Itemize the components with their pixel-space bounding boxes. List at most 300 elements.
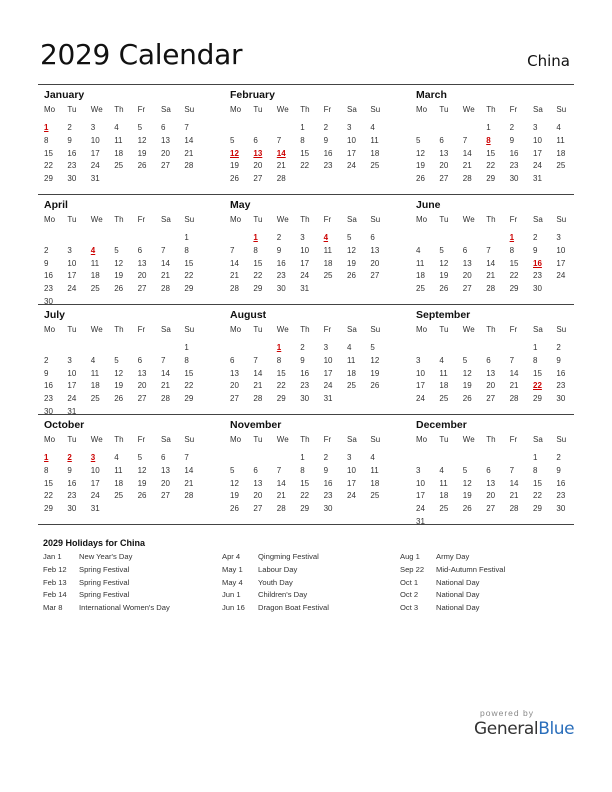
day-cell: 2 — [44, 245, 49, 255]
weekday-header — [230, 325, 394, 337]
day-cell: 18 — [323, 258, 333, 268]
day-cell: 16 — [556, 478, 566, 488]
month-name: June — [416, 199, 441, 211]
weekday-label: Mo — [44, 215, 56, 224]
weekday-label: Mo — [44, 325, 56, 334]
day-cell: 6 — [253, 465, 258, 475]
day-cell: 1 — [184, 343, 189, 352]
holiday-name: Spring Festival — [79, 577, 130, 587]
quarter-row — [38, 84, 574, 194]
day-cell: 3 — [347, 123, 352, 132]
day-cell: 22 — [300, 491, 310, 501]
day-cell: 31 — [323, 394, 333, 404]
day-grid — [416, 452, 580, 524]
day-cell: 6 — [161, 453, 166, 462]
day-cell: 28 — [184, 161, 194, 171]
day-cell: 17 — [533, 148, 542, 158]
weekday-label: Mo — [230, 325, 242, 334]
day-cell: 6 — [486, 465, 491, 475]
day-cell: 9 — [323, 135, 329, 145]
weekday-label: Tu — [253, 325, 263, 334]
day-cell: 1 — [300, 123, 305, 132]
day-cell: 6 — [137, 245, 143, 255]
day-cell: 31 — [90, 174, 100, 184]
day-cell: 23 — [44, 284, 53, 294]
day-cell: 26 — [137, 491, 147, 501]
day-cell: 26 — [137, 161, 147, 171]
day-cell: 31 — [416, 517, 425, 526]
day-cell: 16 — [300, 368, 310, 378]
day-cell: 23 — [44, 394, 53, 404]
day-cell: 11 — [439, 368, 448, 378]
weekday-label: Tu — [253, 105, 263, 114]
day-cell: 14 — [462, 148, 472, 158]
day-cell: 20 — [253, 161, 263, 171]
day-cell: 16 — [509, 148, 519, 158]
day-cell: 2 — [533, 233, 538, 242]
day-cell: 9 — [533, 245, 538, 255]
day-cell: 6 — [161, 123, 166, 132]
day-cell: 9 — [300, 355, 305, 365]
holiday-name: Qingming Festival — [258, 552, 319, 561]
day-cell: 24 — [347, 491, 356, 501]
day-cell: 6 — [486, 355, 491, 365]
day-cell: 10 — [416, 478, 425, 488]
weekday-label: Th — [486, 325, 496, 334]
day-cell: 3 — [416, 355, 421, 365]
day-cell: 26 — [439, 284, 449, 294]
day-cell: 19 — [230, 161, 239, 171]
month-block — [416, 195, 588, 304]
day-cell: 29 — [509, 284, 519, 294]
day-cell: 17 — [90, 478, 100, 488]
day-cell: 26 — [370, 381, 380, 391]
day-cell: 20 — [137, 271, 147, 281]
day-cell: 8 — [184, 355, 189, 365]
weekday-label: Su — [370, 105, 381, 114]
day-cell: 2 — [276, 233, 282, 242]
day-cell: 4 — [347, 343, 352, 352]
day-cell: 15 — [300, 478, 310, 488]
holiday-date: Feb 13 — [43, 577, 67, 587]
day-cell: 22 — [184, 271, 194, 281]
month-name: September — [416, 309, 471, 321]
day-cell: 14 — [486, 258, 496, 268]
day-cell: 19 — [439, 271, 449, 281]
day-cell: 30 — [509, 174, 519, 184]
day-cell: 7 — [184, 123, 189, 132]
day-cell: 9 — [323, 465, 329, 475]
day-cell: 16 — [44, 271, 53, 281]
holiday-item — [400, 590, 580, 603]
day-cell: 26 — [114, 284, 124, 294]
day-cell: 18 — [347, 368, 356, 378]
day-cell: 14 — [253, 368, 263, 378]
day-cell: 20 — [462, 271, 472, 281]
day-cell: 28 — [276, 174, 286, 184]
weekday-label: Sa — [347, 215, 357, 224]
day-cell: 13 — [462, 258, 472, 268]
day-cell: 16 — [323, 478, 333, 488]
day-cell: 10 — [347, 465, 356, 475]
day-cell: 21 — [509, 381, 519, 391]
day-cell: 3 — [67, 245, 72, 255]
holiday-date: Jun 1 — [222, 590, 241, 600]
day-cell: 16 — [556, 368, 566, 378]
holiday-name: Spring Festival — [79, 590, 130, 600]
weekday-label: We — [462, 435, 475, 444]
day-cell: 8 — [44, 465, 49, 475]
month-block — [230, 85, 402, 194]
day-cell: 25 — [90, 284, 100, 294]
weekday-label: Tu — [439, 325, 449, 334]
day-cell: 11 — [347, 355, 356, 365]
month-name: May — [230, 199, 251, 211]
day-cell: 3 — [67, 355, 72, 365]
day-cell: 1 — [486, 123, 491, 132]
day-cell: 12 — [416, 148, 425, 158]
weekday-label: Sa — [161, 325, 171, 334]
month-block — [416, 85, 588, 194]
weekday-label: Tu — [439, 435, 449, 444]
day-cell: 11 — [370, 465, 379, 475]
day-cell: 11 — [114, 135, 123, 145]
holiday-day-cell: 1 — [509, 233, 515, 242]
weekday-header — [416, 325, 580, 337]
day-cell: 10 — [67, 258, 77, 268]
day-cell: 31 — [533, 174, 542, 184]
day-cell: 28 — [184, 491, 194, 501]
day-cell: 27 — [370, 271, 380, 281]
day-cell: 4 — [416, 245, 421, 255]
day-cell: 14 — [276, 478, 286, 488]
quarter-row — [38, 304, 574, 414]
day-cell: 12 — [462, 368, 472, 378]
day-grid — [230, 122, 394, 194]
day-cell: 13 — [161, 465, 170, 475]
day-cell: 13 — [370, 245, 380, 255]
day-cell: 8 — [533, 465, 538, 475]
day-cell: 12 — [114, 368, 124, 378]
day-cell: 24 — [416, 504, 425, 514]
day-cell: 10 — [90, 465, 100, 475]
day-cell: 12 — [137, 135, 147, 145]
day-cell: 29 — [44, 504, 53, 514]
weekday-label: We — [90, 435, 103, 444]
day-cell: 20 — [486, 381, 496, 391]
day-cell: 7 — [276, 135, 282, 145]
day-cell: 2 — [323, 453, 329, 462]
day-cell: 17 — [67, 381, 77, 391]
day-cell: 26 — [114, 394, 124, 404]
holiday-name: Youth Day — [258, 577, 293, 587]
weekday-header — [44, 105, 208, 117]
day-cell: 30 — [556, 394, 566, 404]
day-cell: 25 — [439, 394, 449, 404]
day-cell: 9 — [44, 368, 49, 378]
day-grid — [230, 452, 394, 524]
weekday-label: Sa — [533, 105, 543, 114]
day-cell: 22 — [509, 271, 519, 281]
day-cell: 23 — [276, 271, 286, 281]
holiday-item — [222, 578, 402, 591]
day-cell: 9 — [44, 258, 49, 268]
month-name: August — [230, 309, 267, 321]
day-cell: 13 — [161, 135, 170, 145]
day-cell: 2 — [300, 343, 305, 352]
day-cell: 28 — [276, 504, 286, 514]
day-cell: 18 — [90, 381, 100, 391]
day-cell: 25 — [439, 504, 449, 514]
weekday-label: Th — [300, 325, 310, 334]
day-cell: 15 — [184, 368, 194, 378]
day-cell: 19 — [114, 271, 124, 281]
weekday-header — [230, 435, 394, 447]
day-cell: 17 — [90, 148, 100, 158]
holiday-date: Aug 1 — [400, 552, 420, 561]
weekday-label: Th — [486, 105, 496, 114]
holiday-name: International Women's Day — [79, 603, 170, 613]
day-cell: 7 — [161, 355, 166, 365]
day-cell: 5 — [114, 355, 119, 365]
day-cell: 14 — [184, 135, 194, 145]
weekday-label: Th — [300, 435, 310, 444]
day-cell: 18 — [90, 271, 100, 281]
day-cell: 7 — [161, 245, 166, 255]
day-cell: 11 — [370, 135, 379, 145]
holidays-title: 2029 Holidays for China — [43, 538, 146, 548]
day-cell: 22 — [276, 381, 286, 391]
weekday-label: We — [462, 215, 475, 224]
day-cell: 17 — [556, 258, 566, 268]
day-cell: 8 — [533, 355, 538, 365]
weekday-label: We — [90, 325, 103, 334]
day-cell: 22 — [486, 161, 496, 171]
day-cell: 14 — [509, 478, 519, 488]
day-cell: 29 — [44, 174, 53, 184]
month-block — [44, 195, 216, 304]
day-cell: 24 — [300, 271, 310, 281]
day-cell: 18 — [370, 148, 380, 158]
holiday-item — [222, 552, 402, 565]
weekday-label: Tu — [253, 215, 263, 224]
weekday-label: Fr — [137, 435, 146, 444]
weekday-label: Tu — [439, 215, 449, 224]
holiday-date: Mar 8 — [43, 603, 63, 613]
day-cell: 6 — [462, 245, 468, 255]
day-cell: 10 — [416, 368, 425, 378]
weekday-label: Sa — [161, 105, 171, 114]
day-cell: 30 — [533, 284, 542, 294]
month-name: January — [44, 89, 85, 101]
day-cell: 15 — [184, 258, 194, 268]
holiday-date: Apr 4 — [222, 552, 241, 561]
day-grid — [44, 232, 208, 304]
day-cell: 5 — [114, 245, 119, 255]
day-cell: 3 — [416, 465, 421, 475]
day-cell: 13 — [230, 368, 239, 378]
day-cell: 12 — [462, 478, 472, 488]
day-cell: 1 — [184, 233, 189, 242]
holiday-name: Spring Festival — [79, 564, 130, 574]
day-cell: 19 — [347, 258, 356, 268]
day-cell: 3 — [347, 453, 352, 462]
day-cell: 6 — [370, 233, 375, 242]
day-cell: 26 — [416, 174, 425, 184]
day-cell: 5 — [462, 465, 468, 475]
day-cell: 16 — [323, 148, 333, 158]
day-cell: 3 — [90, 123, 96, 132]
day-grid — [230, 232, 394, 304]
holiday-day-cell: 3 — [90, 453, 96, 462]
day-cell: 3 — [300, 233, 305, 242]
holiday-name: Dragon Boat Festival — [258, 603, 329, 613]
day-cell: 20 — [439, 161, 449, 171]
holiday-name: Children's Day — [258, 590, 308, 600]
day-cell: 31 — [300, 284, 310, 294]
day-cell: 12 — [370, 355, 380, 365]
day-cell: 18 — [114, 478, 124, 488]
weekday-label: Fr — [509, 105, 518, 114]
holiday-day-cell: 1 — [253, 233, 258, 242]
day-cell: 28 — [161, 284, 170, 294]
day-cell: 30 — [44, 297, 53, 306]
day-cell: 30 — [556, 504, 566, 514]
day-cell: 20 — [137, 381, 147, 391]
day-cell: 9 — [509, 135, 515, 145]
holiday-day-cell: 4 — [90, 245, 96, 255]
holiday-column — [43, 552, 223, 616]
day-cell: 28 — [230, 284, 239, 294]
day-cell: 30 — [323, 504, 333, 514]
holiday-item — [400, 552, 580, 565]
weekday-label: Sa — [533, 215, 543, 224]
day-cell: 18 — [114, 148, 124, 158]
weekday-label: Mo — [44, 105, 56, 114]
weekday-label: Tu — [67, 435, 77, 444]
day-cell: 26 — [230, 504, 239, 514]
weekday-header — [44, 325, 208, 337]
day-cell: 31 — [90, 504, 100, 514]
weekday-label: Fr — [137, 325, 146, 334]
month-name: December — [416, 419, 467, 431]
powered-by-text: powered by — [480, 708, 534, 718]
weekday-label: Su — [184, 435, 195, 444]
day-cell: 8 — [44, 135, 49, 145]
holiday-name: Army Day — [436, 552, 470, 561]
day-cell: 20 — [486, 491, 496, 501]
weekday-label: Fr — [137, 215, 146, 224]
holiday-name: New Year's Day — [79, 552, 133, 561]
day-cell: 7 — [230, 245, 235, 255]
day-grid — [44, 122, 208, 194]
holiday-date: May 1 — [222, 564, 243, 574]
weekday-label: Mo — [416, 325, 428, 334]
weekday-label: Fr — [509, 215, 518, 224]
day-cell: 13 — [137, 258, 147, 268]
generalblue-logo[interactable] — [474, 719, 574, 739]
day-grid — [416, 122, 580, 194]
weekday-label: We — [276, 325, 289, 334]
weekday-label: Mo — [230, 435, 242, 444]
day-cell: 29 — [533, 394, 542, 404]
holiday-item — [222, 565, 402, 578]
weekday-label: Fr — [509, 435, 518, 444]
holiday-item — [43, 590, 223, 603]
holiday-day-cell: 12 — [230, 148, 239, 158]
day-cell: 11 — [323, 245, 332, 255]
day-cell: 24 — [67, 394, 77, 404]
month-block — [416, 305, 588, 414]
day-cell: 29 — [276, 394, 286, 404]
holiday-item — [43, 603, 223, 616]
day-cell: 23 — [67, 491, 77, 501]
weekday-label: Th — [486, 435, 496, 444]
weekday-label: We — [276, 435, 289, 444]
day-cell: 28 — [486, 284, 496, 294]
day-cell: 15 — [533, 368, 542, 378]
day-cell: 30 — [44, 407, 53, 416]
weekday-header — [416, 435, 580, 447]
weekday-label: Su — [184, 215, 195, 224]
day-cell: 25 — [370, 161, 380, 171]
day-cell: 8 — [276, 355, 282, 365]
holiday-item — [400, 565, 580, 578]
day-cell: 31 — [67, 407, 77, 416]
day-cell: 8 — [509, 245, 515, 255]
day-cell: 7 — [486, 245, 491, 255]
day-cell: 12 — [137, 465, 147, 475]
day-grid — [230, 342, 394, 414]
day-cell: 27 — [439, 174, 449, 184]
weekday-label: We — [462, 325, 475, 334]
day-cell: 28 — [253, 394, 263, 404]
day-cell: 4 — [370, 123, 375, 132]
day-cell: 2 — [556, 453, 561, 462]
weekday-label: Su — [370, 215, 381, 224]
day-cell: 28 — [161, 394, 170, 404]
month-block — [230, 415, 402, 524]
day-cell: 4 — [439, 355, 444, 365]
day-cell: 11 — [90, 368, 100, 378]
day-cell: 19 — [114, 381, 124, 391]
day-cell: 17 — [347, 478, 356, 488]
day-cell: 11 — [90, 258, 100, 268]
holiday-date: Feb 12 — [43, 564, 67, 574]
weekday-label: Fr — [509, 325, 518, 334]
weekday-header — [230, 105, 394, 117]
day-cell: 24 — [323, 381, 333, 391]
day-cell: 18 — [370, 478, 380, 488]
day-cell: 20 — [253, 491, 263, 501]
day-cell: 4 — [114, 453, 119, 462]
weekday-label: Th — [300, 215, 310, 224]
day-cell: 10 — [533, 135, 542, 145]
day-cell: 23 — [533, 271, 542, 281]
day-cell: 14 — [230, 258, 239, 268]
day-cell: 25 — [556, 161, 566, 171]
weekday-label: Mo — [230, 215, 242, 224]
day-cell: 19 — [137, 478, 147, 488]
day-cell: 6 — [230, 355, 235, 365]
day-cell: 17 — [67, 271, 77, 281]
weekday-label: Sa — [533, 325, 543, 334]
day-cell: 21 — [509, 491, 519, 501]
day-cell: 8 — [184, 245, 189, 255]
weekday-label: Tu — [439, 105, 449, 114]
weekday-header — [230, 215, 394, 227]
day-cell: 12 — [347, 245, 356, 255]
